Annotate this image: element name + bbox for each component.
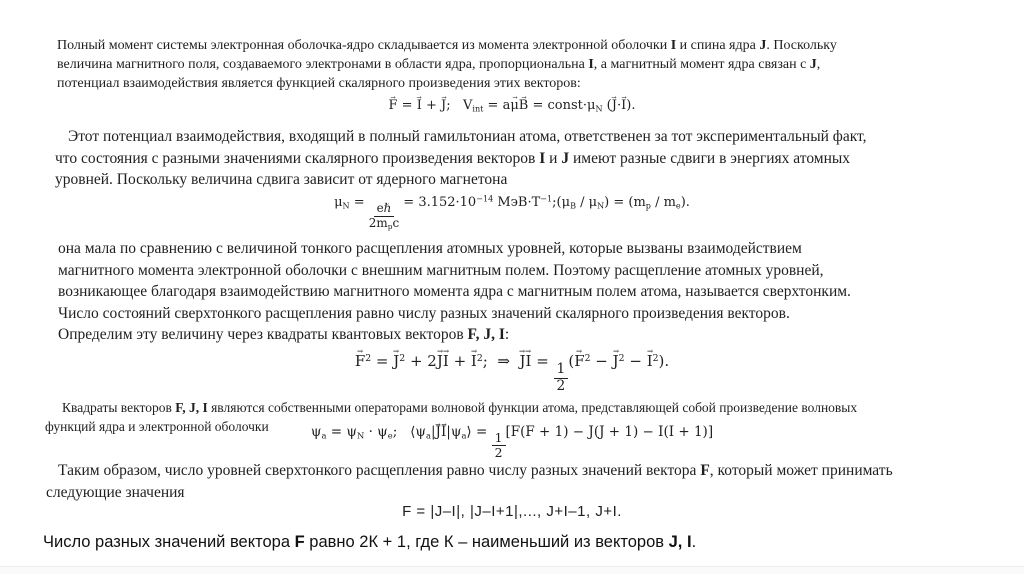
paragraph-interaction-potential: Этот потенциал взаимодействия, входящий в полный гамильтониан атома, ответственен за тот экспериментальный факт, что состояния с разными значениями скалярного произведения векторов I и J имеют разные сдвиги в энергиях атомных уровней. Поскольку величина сдвига зависит от ядерного магнетона [55,128,867,189]
formula-nuclear-magneton: $\mu_N$ = $\frac{\text{eℏ}}{2m_pc}$ = $3.152\cdot 10^{-14}$ $МэВ\cdot Т^{-1};(\mu_B / \mu_N) = (m_p / m_e)$. [334,194,690,231]
formula-f-values: F = |J–I|, |J–I+1|,..., J+I–1, J+I. [402,503,622,520]
paragraph-number-of-levels: Таким образом, число уровней сверхтонкого расщепления равно числу разных значений вектора F, который может принимать следующие значения [46,462,893,501]
paragraph-operators-wavefunction: Квадраты векторов F, J, I являются собственными операторами волновой функции атома, представляющей собой произведение волновых функций ядра и электронной оболочки [45,400,858,434]
formula-expectation-value: $\psi_a = \psi_N \cdot \psi_e$; $⟨\psi_a|J \to I$ $\to|\psi_a⟩$ = $\frac{1}{2}$ [F(F + 1) − J(J + 1) − I(I + 1)] [0,424,1024,461]
bottom-strip [0,566,1024,574]
formula-vector-sum-potential: F → = I → + J →; $V_{int} = a\mu \to B$ → = $const\cdot\mu_N$ (J →·I →). [0,98,1024,113]
closing-line: Число разных значений вектора F равно 2К + 1, где К – наименьший из векторов J, I. [43,533,697,551]
formula-vector-squares: F →$^2$ = J →$^2$ + 2J →I → + I →$^2$; ⇒ J →I → = $\frac{1}{2}$ (F →$^2$ − J →$^2$ − I →$^2$). [0,352,1024,395]
paragraph-hyperfine-splitting: она мала по сравнению с величиной тонкого расщепления атомных уровней, которые вызваны взаимодействием магнитного момента электронной оболочки с внешним магнитным полем. Поэтому расщепление атомных уровней, возникающее благодаря взаимодействию магнитного момента ядра с магнитным полем атома, называется сверхтонким. Число состояний сверхтонкого расщепления равно числу разных значений скалярного произведения векторов. Определим эту величину через квадраты квантовых векторов F, J, I: [58,240,851,344]
paragraph-total-moment: Полный момент системы электронная оболочка-ядро складывается из момента электронной оболочки I и спина ядра J. Поскольку величина магнитного поля, создаваемого электронами в области ядра, пропорциональна I, а магнитный момент ядра связан с J, потенциал взаимодействия является функцией скалярного произведения этих векторов: [57,38,837,91]
